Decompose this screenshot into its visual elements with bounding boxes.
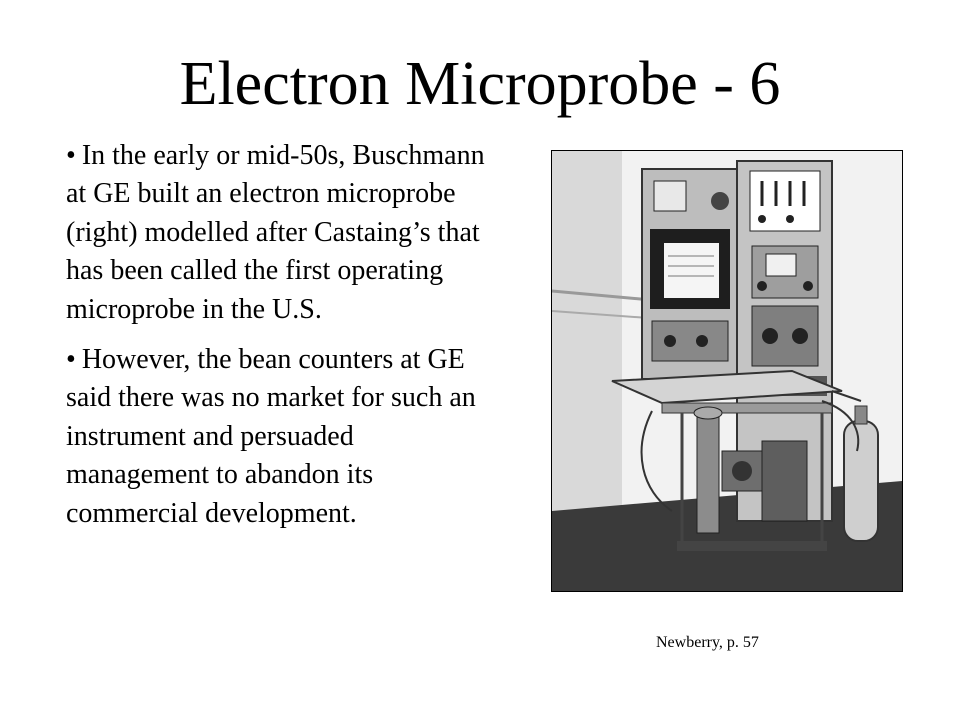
bullet-text: In the early or mid-50s, Buschmann at GE built an electron microprobe (right) modelled after Castaing’s that has been called the first operating microprobe in the U.S.: [66, 140, 485, 325]
microprobe-illustration: [552, 151, 902, 591]
bullet-marker: •: [66, 344, 76, 376]
bullet-item: [66, 341, 486, 533]
bullet-text: However, the bean counters at GE said there was no market for such an instrument and persuaded management to abandon its commercial development.: [66, 344, 476, 529]
bullet-marker: •: [66, 140, 76, 171]
slide-title: Electron Microprobe - 6: [179, 50, 781, 118]
photo-caption: Newberry, p. 57: [656, 634, 759, 651]
bullet-list: [66, 137, 486, 545]
instrument-photo: [551, 150, 903, 592]
bullet-item: [66, 137, 486, 329]
